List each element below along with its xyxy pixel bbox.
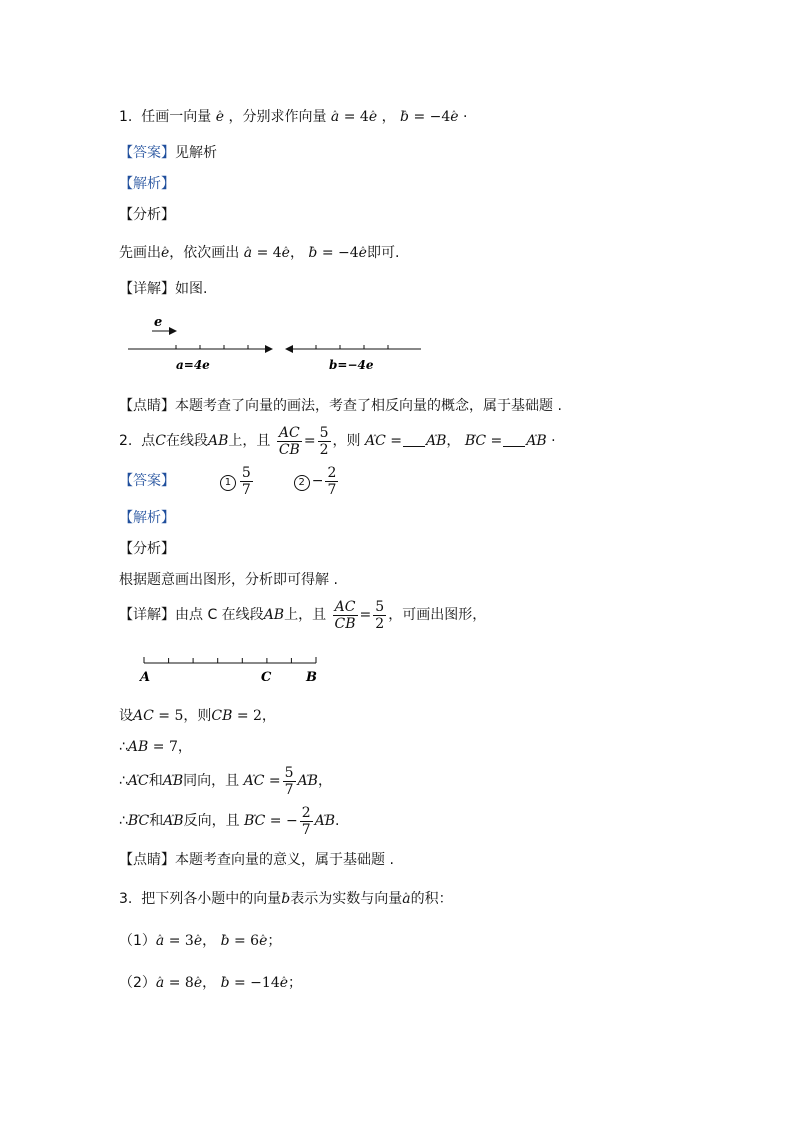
q1-fenxi-tag: 【分析】 bbox=[119, 207, 175, 223]
q1-detail: 【详解】如图. bbox=[119, 281, 208, 297]
ticks-a bbox=[176, 345, 248, 349]
fig-a-label: a=4e bbox=[176, 358, 210, 372]
q1-statement: 1. 任画一向量 ˇ e ，分别求作向量 ˇ a = 4ˇ e ， ˇ b = −4ˇ e · bbox=[119, 107, 467, 127]
point-b-label: B bbox=[306, 670, 317, 685]
question-number: 1. bbox=[119, 109, 133, 125]
q2-step-2: ∴AB = 7， bbox=[119, 739, 192, 755]
q2-dianjing: 【点睛】本题考查向量的意义，属于基础题 . bbox=[119, 852, 394, 868]
q1-answer: 【答案】见解析 bbox=[119, 145, 217, 161]
segment-ticks bbox=[144, 657, 316, 663]
q3-statement: 3. 把下列各小题中的向量ˇ b表示为实数与向量ˇ a的积： bbox=[119, 889, 453, 909]
answer-blank-2[interactable] bbox=[503, 446, 525, 447]
q2-step-1: 设AC = 5，则CB = 2， bbox=[119, 708, 276, 724]
fig-e-label: e bbox=[154, 315, 163, 330]
circled-2: 2 bbox=[294, 475, 310, 491]
q2-statement: 2. 点C在线段AB上，且 $\frac{AC}{CB}$ = $\frac{5}{2}$ ，则 ˇ AC =ˇ AB， ˇ BC =ˇ AB · bbox=[119, 424, 556, 458]
point-c-label: C bbox=[261, 670, 272, 685]
q1-dianjing: 【点睛】本题考查了向量的画法，考查了相反向量的概念，属于基础题 . bbox=[119, 398, 562, 414]
vector-figure-1 bbox=[126, 310, 426, 378]
fig-b-label: b=−4e bbox=[329, 358, 374, 372]
fraction-ac-cb: $\frac{AC}{CB}$ bbox=[278, 424, 300, 458]
point-a-label: A bbox=[140, 670, 151, 685]
q2-step-4: ∴ˇ BC和ˇ AB反向，且 ˇ BC = − $\frac{2}{7}$ ˇ AB. bbox=[119, 804, 339, 838]
q2-jiexi: 【解析】 bbox=[119, 510, 175, 526]
q1-fenxi: 先画出ˇ e，依次画出 ˇ a = 4ˇ e， ˇ b = −4ˇ e即可. bbox=[119, 243, 399, 263]
q3-part-1: （1）ˇ a = 3ˇ e， ˇ b = 6ˇ e； bbox=[119, 931, 281, 951]
segment-figure-2 bbox=[136, 652, 336, 686]
q2-fenxi-tag: 【分析】 bbox=[119, 541, 175, 557]
q2-answer: 【答案】 1 $\frac{5}{7}$ 2 − $\frac{2}{7}$ bbox=[119, 464, 337, 498]
q2-detail: 【详解】由点 C 在线段AB上，且 $\frac{AC}{CB}$ = $\frac{5}{2}$ ，可画出图形， bbox=[119, 598, 487, 632]
q2-fenxi: 根据题意画出图形，分析即可得解 . bbox=[119, 572, 338, 588]
answer-blank-1[interactable] bbox=[403, 446, 425, 447]
ticks-b bbox=[316, 345, 388, 349]
circled-1: 1 bbox=[220, 475, 236, 491]
q1-jiexi: 【解析】 bbox=[119, 176, 175, 192]
q2-step-3: ∴ˇ AC和ˇ AB同向，且 ˇ AC = $\frac{5}{7}$ ˇ AB， bbox=[119, 764, 332, 798]
q3-part-2: （2）ˇ a = 8ˇ e， ˇ b = −14ˇ e； bbox=[119, 973, 302, 993]
